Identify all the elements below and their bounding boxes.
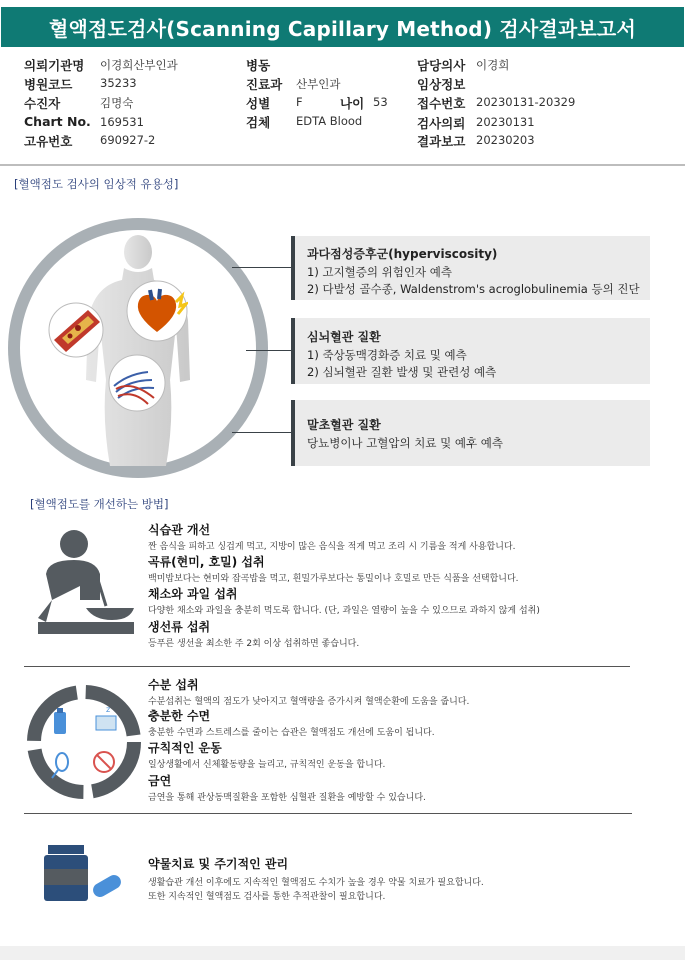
report-label: 결과보고 [417, 134, 466, 149]
receipt-value: 20230131-20329 [476, 95, 576, 109]
usefulness-box-peripheral [291, 400, 650, 466]
box-line: 2) 심뇌혈관 질환 발생 및 관련성 예측 [307, 365, 497, 379]
box-line: 1) 죽상동맥경화증 치료 및 예측 [307, 348, 467, 362]
tip-fish [148, 618, 668, 649]
footer-bar [0, 946, 685, 960]
clinical-label: 임상정보 [417, 77, 466, 92]
institution-label: 의뢰기관명 [24, 58, 85, 73]
tip-desc: 다양한 채소와 과일을 충분히 먹도록 합니다. (단, 과일은 열량이 높을 수 있으므로 과하지 않게 섭취) [148, 606, 540, 616]
report-title: 혈액점도검사(Scanning Capillary Method) 검사결과보고서 [1, 7, 684, 47]
report-value: 20230203 [476, 133, 535, 147]
divider [24, 666, 630, 667]
connector-line-3 [232, 432, 292, 433]
tip-desc: 생활습관 개선 이후에도 지속적인 혈액점도 수치가 높을 경우 약물 치료가 필요합니다. [148, 878, 484, 888]
doctor-value: 이경희 [476, 58, 510, 72]
tip-title: 식습관 개선 [148, 523, 211, 537]
eating-person-icon [34, 530, 134, 642]
no-smoking-icon [94, 752, 114, 772]
tip-water [148, 676, 668, 707]
tip-title: 채소와 과일 섭취 [148, 587, 238, 601]
tip-desc: 충분한 수면과 스트레스를 줄이는 습관은 혈액점도 개선에 도움이 됩니다. [148, 728, 435, 738]
tip-title: 수분 섭취 [148, 678, 199, 692]
age-value: 53 [373, 95, 388, 109]
box-line: 1) 고지혈증의 위험인자 예측 [307, 265, 452, 279]
tip-title: 규칙적인 운동 [148, 741, 222, 755]
box-line: 2) 다발성 골수종, Waldenstrom's acroglobulinemia 등의 진단 [307, 282, 640, 296]
header-divider [0, 164, 685, 166]
recipient-label: 수진자 [24, 96, 61, 111]
hospital-code-value: 35233 [100, 76, 137, 90]
box-title: 심뇌혈관 질환 [307, 330, 381, 344]
institution-value: 이경희산부인과 [100, 58, 178, 72]
water-bottle-icon [54, 708, 66, 734]
age-label: 나이 [340, 96, 365, 111]
box-title: 말초혈관 질환 [307, 418, 381, 432]
tip-desc: 일상생활에서 신체활동량을 늘리고, 규칙적인 운동을 합니다. [148, 760, 386, 770]
specimen-value: EDTA Blood [296, 114, 363, 128]
tip-title: 생선류 섭취 [148, 620, 211, 634]
request-value: 20230131 [476, 115, 535, 129]
recipient-value: 김명숙 [100, 96, 134, 110]
ward-label: 병동 [246, 58, 271, 73]
chart-label: Chart No. [24, 114, 91, 129]
heart-icon [126, 280, 188, 342]
tip-title: 충분한 수면 [148, 709, 211, 723]
sex-label: 성별 [246, 96, 271, 111]
section-improve-heading: [혈액점도를 개선하는 방법] [30, 497, 169, 511]
svg-text:z: z [106, 705, 111, 714]
tip-exercise [148, 739, 668, 770]
unique-value: 690927-2 [100, 133, 156, 147]
tip-desc: 또한 지속적인 혈액점도 검사를 통한 추적관찰이 필요합니다. [148, 892, 386, 902]
divider [24, 813, 632, 814]
tip-desc: 짠 음식을 피하고 싱겁게 먹고, 지방이 많은 음식을 적게 먹고 조리 시 기름을 적게 사용합니다. [148, 542, 516, 552]
section-clinical-heading: [혈액점도 검사의 임상적 유용성] [14, 177, 179, 191]
doctor-label: 담당의사 [417, 58, 466, 73]
usefulness-box-cardiovascular [291, 318, 650, 384]
department-label: 진료과 [246, 77, 283, 92]
lifestyle-ring-icon [24, 682, 144, 802]
receipt-label: 접수번호 [417, 96, 466, 111]
tip-diet [148, 521, 668, 552]
tip-desc: 등푸른 생선을 최소한 주 2회 이상 섭취하면 좋습니다. [148, 639, 360, 649]
tip-medication [148, 855, 668, 902]
tip-title: 곡류(현미, 호밀) 섭취 [148, 555, 265, 569]
tip-desc: 금연을 통해 관상동맥질환을 포함한 심혈관 질환을 예방할 수 있습니다. [148, 793, 426, 803]
chart-value: 169531 [100, 115, 144, 129]
box-line: 당뇨병이나 고혈압의 치료 및 예후 예측 [307, 436, 504, 450]
tip-grains [148, 553, 668, 584]
blood-vessel-icon [48, 302, 104, 358]
sex-value: F [296, 95, 303, 109]
connector-line-1 [232, 267, 292, 268]
capillary-icon [108, 354, 166, 412]
tip-sleep [148, 707, 668, 738]
connector-line-2 [246, 350, 292, 351]
medicine-icon [42, 845, 124, 903]
tip-desc: 수분섭취는 혈액의 점도가 낮아지고 혈액량을 증가시켜 혈액순환에 도움을 줍니다. [148, 697, 470, 707]
tip-title: 약물치료 및 주기적인 관리 [148, 857, 289, 871]
specimen-label: 검체 [246, 115, 271, 130]
tip-title: 금연 [148, 774, 172, 788]
tip-desc: 백미밥보다는 현미와 잡곡밥을 먹고, 흰밀가루보다는 통밀이나 호밀로 만든 식품을 선택합니다. [148, 574, 519, 584]
unique-label: 고유번호 [24, 134, 73, 149]
tip-no-smoking [148, 772, 668, 803]
department-value: 산부인과 [296, 77, 341, 91]
usefulness-box-hyperviscosity [291, 236, 650, 300]
request-label: 검사의뢰 [417, 116, 466, 131]
tip-vegetables [148, 585, 668, 616]
exercise-icon [52, 753, 68, 778]
box-title: 과다점성증후군(hyperviscosity) [307, 247, 498, 261]
hospital-code-label: 병원코드 [24, 77, 73, 92]
